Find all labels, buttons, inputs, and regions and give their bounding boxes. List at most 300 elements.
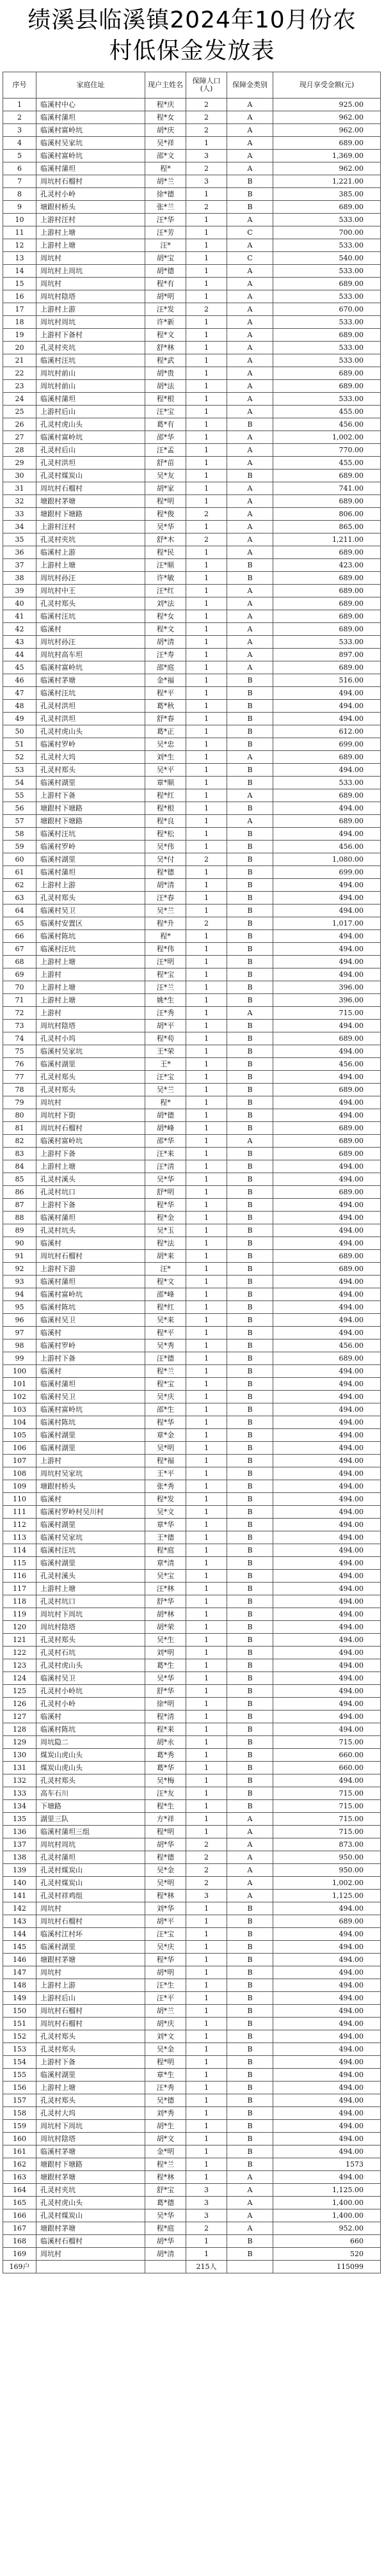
monthly-amount: 533.00: [273, 290, 381, 303]
row-index: 80: [3, 1109, 36, 1122]
row-index: 68: [3, 956, 36, 968]
benefit-category: A: [227, 239, 273, 252]
benefit-category: A: [227, 431, 273, 444]
covered-people: 1: [186, 2145, 227, 2158]
table-row: [3, 1096, 381, 1109]
benefit-category: B: [227, 1288, 273, 1301]
row-index: 22: [3, 367, 36, 380]
benefit-category: B: [227, 1378, 273, 1391]
covered-people: 1: [186, 1544, 227, 1557]
benefit-category: B: [227, 853, 273, 866]
table-row: [3, 1506, 381, 1519]
household-address: 临溪村蒲坦三组: [36, 1826, 145, 1838]
head-of-household: 程*华: [145, 1199, 186, 1212]
head-of-household: 程*平: [145, 1327, 186, 1339]
benefit-category: B: [227, 1160, 273, 1173]
row-index: 123: [3, 1659, 36, 1672]
household-address: 孔灵村虎山头: [36, 418, 145, 431]
table-row: [3, 470, 381, 482]
table-row: [3, 2158, 381, 2171]
monthly-amount: 494.00: [273, 1608, 381, 1621]
covered-people: 1: [186, 943, 227, 956]
monthly-amount: 494.00: [273, 802, 381, 815]
covered-people: 1: [186, 226, 227, 239]
head-of-household: 舒*春: [145, 713, 186, 725]
title-text: 绩溪县临溪镇2024年10月份农村低保金发放表: [28, 7, 356, 64]
row-index: 46: [3, 674, 36, 687]
table-row: [3, 2145, 381, 2158]
household-address: 临溪村吴卫: [36, 1672, 145, 1685]
row-index: 62: [3, 879, 36, 892]
covered-people: 2: [186, 111, 227, 124]
monthly-amount: 494.00: [273, 1429, 381, 1442]
monthly-amount: 494.00: [273, 1173, 381, 1186]
row-index: 7: [3, 175, 36, 188]
household-address: 上游村下游: [36, 1263, 145, 1276]
benefit-category: A: [227, 751, 273, 764]
benefit-category: A: [227, 546, 273, 559]
monthly-amount: 962.00: [273, 162, 381, 175]
household-address: 塘跟村茅塘: [36, 2171, 145, 2184]
row-index: 32: [3, 495, 36, 508]
monthly-amount: 494.00: [273, 687, 381, 700]
household-address: 塘跟村茅塘: [36, 495, 145, 508]
household-address: 孔灵村郑头: [36, 1774, 145, 1787]
row-index: 152: [3, 2030, 36, 2043]
table-row: [3, 905, 381, 917]
table-row: [3, 994, 381, 1007]
head-of-household: 邵*生: [145, 1403, 186, 1416]
household-address: 上游村汪村: [36, 521, 145, 533]
covered-people: 1: [186, 1442, 227, 1455]
row-index: 145: [3, 1941, 36, 1954]
monthly-amount: 1,125.00: [273, 2184, 381, 2197]
table-row: [3, 1365, 381, 1378]
household-address: 临溪村: [36, 1327, 145, 1339]
benefit-category: A: [227, 1877, 273, 1890]
row-index: 94: [3, 1288, 36, 1301]
row-index: 79: [3, 1096, 36, 1109]
head-of-household: 胡*贵: [145, 367, 186, 380]
monthly-amount: 1,221.00: [273, 175, 381, 188]
household-address: 临溪村富岭坑: [36, 150, 145, 162]
row-index: 75: [3, 1045, 36, 1058]
covered-people: 1: [186, 1800, 227, 1813]
benefit-category: B: [227, 674, 273, 687]
benefit-category: B: [227, 2248, 273, 2261]
household-address: 孔灵村郑头: [36, 1071, 145, 1084]
benefit-category: B: [227, 981, 273, 994]
monthly-amount: 494.00: [273, 2145, 381, 2158]
row-index: 133: [3, 1787, 36, 1800]
covered-people: 1: [186, 2082, 227, 2094]
monthly-amount: 689.00: [273, 597, 381, 610]
covered-people: 1: [186, 546, 227, 559]
household-address: 塘跟村茅塘: [36, 2222, 145, 2235]
head-of-household: 程*宝: [145, 1378, 186, 1391]
covered-people: 1: [186, 661, 227, 674]
table-row: [3, 188, 381, 201]
table-row: [3, 661, 381, 674]
benefit-category: A: [227, 2209, 273, 2222]
table-row: [3, 1020, 381, 1032]
row-index: 37: [3, 559, 36, 572]
covered-people: 1: [186, 1096, 227, 1109]
row-index: 33: [3, 508, 36, 521]
row-index: 72: [3, 1007, 36, 1020]
head-of-household: 胡*法: [145, 380, 186, 393]
head-of-household: 金*明: [145, 2145, 186, 2158]
table-row: [3, 1736, 381, 1749]
covered-people: 1: [186, 1071, 227, 1084]
household-address: 临溪村罗岭: [36, 738, 145, 751]
covered-people: 1: [186, 841, 227, 853]
household-address: 上游村: [36, 1007, 145, 1020]
row-index: 161: [3, 2145, 36, 2158]
benefit-category: A: [227, 1135, 273, 1148]
head-of-household: 程*女: [145, 610, 186, 623]
monthly-amount: 715.00: [273, 1826, 381, 1838]
head-of-household: 徐*明: [145, 1698, 186, 1711]
covered-people: 1: [186, 1941, 227, 1954]
covered-people: 2: [186, 162, 227, 175]
benefit-category: A: [227, 150, 273, 162]
row-index: 54: [3, 777, 36, 789]
monthly-amount: 494.00: [273, 1071, 381, 1084]
monthly-amount: 494.00: [273, 1557, 381, 1570]
monthly-amount: 494.00: [273, 764, 381, 777]
covered-people: 2: [186, 1851, 227, 1864]
covered-people: 1: [186, 1199, 227, 1212]
monthly-amount: 689.00: [273, 1122, 381, 1135]
row-index: 100: [3, 1365, 36, 1378]
table-row: [3, 278, 381, 290]
household-address: 孔灵村郑头: [36, 2094, 145, 2107]
monthly-amount: 689.00: [273, 329, 381, 342]
benefit-category: B: [227, 2133, 273, 2145]
household-address: 临溪村吴家坑: [36, 137, 145, 150]
row-index: 118: [3, 1595, 36, 1608]
benefit-category: B: [227, 1608, 273, 1621]
benefit-category: B: [227, 1314, 273, 1327]
row-index: 6: [3, 162, 36, 175]
monthly-amount: 494.00: [273, 2069, 381, 2082]
head-of-household: 程*升: [145, 917, 186, 930]
covered-people: 1: [186, 1813, 227, 1826]
covered-people: 1: [186, 1173, 227, 1186]
monthly-amount: 516.00: [273, 674, 381, 687]
covered-people: 1: [186, 1403, 227, 1416]
covered-people: 1: [186, 418, 227, 431]
monthly-amount: 494.00: [273, 968, 381, 981]
benefit-category: A: [227, 393, 273, 406]
row-index: 64: [3, 905, 36, 917]
table-row: [3, 1659, 381, 1672]
household-address: 临溪村: [36, 1365, 145, 1378]
covered-people: 1: [186, 956, 227, 968]
household-address: 临溪村陈坑: [36, 1416, 145, 1429]
head-of-household: 程*法: [145, 1237, 186, 1250]
monthly-amount: 494.00: [273, 2133, 381, 2145]
head-of-household: 程*庆: [145, 99, 186, 111]
household-address: 临溪村湖里: [36, 1557, 145, 1570]
table-row: [3, 1902, 381, 1915]
head-of-household: 程*: [145, 162, 186, 175]
monthly-amount: 962.00: [273, 124, 381, 137]
covered-people: 1: [186, 700, 227, 713]
monthly-amount: 494.00: [273, 1391, 381, 1403]
table-row: [3, 1723, 381, 1736]
head-of-household: 吴*兰: [145, 905, 186, 917]
head-of-household: 吴*玉: [145, 1224, 186, 1237]
table-row: [3, 1787, 381, 1800]
monthly-amount: 494.00: [273, 1685, 381, 1698]
monthly-amount: 494.00: [273, 2005, 381, 2018]
table-row: [3, 1698, 381, 1711]
row-index: 9: [3, 201, 36, 214]
head-of-household: 程*德: [145, 1851, 186, 1864]
table-row: [3, 482, 381, 495]
head-of-household: 吴*生: [145, 1634, 186, 1647]
household-address: 临溪村中心: [36, 99, 145, 111]
benefit-category: B: [227, 2235, 273, 2248]
household-address: 孔灵村夹坑: [36, 533, 145, 546]
row-index: 53: [3, 764, 36, 777]
table-row: [3, 214, 381, 226]
benefit-category: B: [227, 572, 273, 585]
covered-people: 1: [186, 1647, 227, 1659]
monthly-amount: 689.00: [273, 470, 381, 482]
table-row: [3, 1826, 381, 1838]
head-of-household: 汪*来: [145, 1148, 186, 1160]
table-row: [3, 380, 381, 393]
benefit-category: A: [227, 290, 273, 303]
subsidy-table: [3, 72, 381, 2273]
table-row: [3, 1557, 381, 1570]
table-row: [3, 1467, 381, 1480]
household-address: 周坑村高车坦: [36, 649, 145, 661]
row-index: 158: [3, 2107, 36, 2120]
monthly-amount: 689.00: [273, 137, 381, 150]
head-of-household: 许*敏: [145, 572, 186, 585]
table-row: [3, 2094, 381, 2107]
head-of-household: 程*: [145, 930, 186, 943]
table-row: [3, 636, 381, 649]
covered-people: 1: [186, 1135, 227, 1148]
row-index: 2: [3, 111, 36, 124]
benefit-category: B: [227, 1966, 273, 1979]
head-of-household: 胡*兰: [145, 2005, 186, 2018]
head-of-household: 程*红: [145, 1301, 186, 1314]
head-of-household: 吴*祥: [145, 137, 186, 150]
covered-people: 1: [186, 1339, 227, 1352]
household-address: 临溪村湖里: [36, 1519, 145, 1531]
household-address: 周坑村上周坑: [36, 265, 145, 278]
benefit-category: A: [227, 1838, 273, 1851]
table-row: [3, 367, 381, 380]
covered-people: 1: [186, 905, 227, 917]
head-of-household: 葛*正: [145, 725, 186, 738]
row-index: 56: [3, 802, 36, 815]
head-of-household: 汪*明: [145, 956, 186, 968]
head-of-household: 吴*庆: [145, 1391, 186, 1403]
monthly-amount: 494.00: [273, 2056, 381, 2069]
benefit-category: A: [227, 1813, 273, 1826]
monthly-amount: 494.00: [273, 2107, 381, 2120]
household-address: 周坑村周坑: [36, 316, 145, 329]
benefit-category: A: [227, 636, 273, 649]
household-address: 孔灵村小岭: [36, 188, 145, 201]
household-address: 临溪村陈坑: [36, 1723, 145, 1736]
head-of-household: 汪*寿: [145, 649, 186, 661]
benefit-category: B: [227, 1519, 273, 1531]
covered-people: 1: [186, 1378, 227, 1391]
monthly-amount: 494.00: [273, 1774, 381, 1787]
monthly-amount: 494.00: [273, 1378, 381, 1391]
monthly-amount: 689.00: [273, 585, 381, 597]
table-row: [3, 713, 381, 725]
covered-people: 2: [186, 1877, 227, 1890]
head-of-household: 胡*明: [145, 1966, 186, 1979]
benefit-category: B: [227, 1595, 273, 1608]
head-of-household: 舒*华: [145, 1595, 186, 1608]
total-people: 215人: [186, 2261, 227, 2273]
covered-people: 1: [186, 1084, 227, 1096]
row-index: 116: [3, 1570, 36, 1583]
household-address: 孔灵村大坞: [36, 751, 145, 764]
benefit-category: A: [227, 508, 273, 521]
head-of-household: 汪*清: [145, 1160, 186, 1173]
table-row: [3, 1877, 381, 1890]
covered-people: 2: [186, 1864, 227, 1877]
table-row: [3, 1762, 381, 1774]
head-of-household: 程*金: [145, 1212, 186, 1224]
monthly-amount: 494.00: [273, 2018, 381, 2030]
monthly-amount: 1,080.00: [273, 853, 381, 866]
monthly-amount: 533.00: [273, 239, 381, 252]
household-address: 上游村上塘: [36, 559, 145, 572]
benefit-category: A: [227, 162, 273, 175]
household-address: 临溪村湖里: [36, 1058, 145, 1071]
table-row: [3, 1941, 381, 1954]
benefit-category: B: [227, 1902, 273, 1915]
row-index: 74: [3, 1032, 36, 1045]
row-index: 86: [3, 1186, 36, 1199]
covered-people: 1: [186, 892, 227, 905]
table-row: [3, 431, 381, 444]
table-row: [3, 1774, 381, 1787]
head-of-household: 胡*林: [145, 1608, 186, 1621]
covered-people: 1: [186, 930, 227, 943]
benefit-category: B: [227, 1992, 273, 2005]
household-address: 孔灵村溪头: [36, 1173, 145, 1186]
row-index: 23: [3, 380, 36, 393]
table-row: [3, 1339, 381, 1352]
row-index: 15: [3, 278, 36, 290]
covered-people: 2: [186, 201, 227, 214]
benefit-category: B: [227, 1237, 273, 1250]
household-address: 临溪村江村坏: [36, 1928, 145, 1941]
row-index: 25: [3, 406, 36, 418]
row-index: 110: [3, 1493, 36, 1506]
row-index: 26: [3, 418, 36, 431]
table-row: [3, 1570, 381, 1583]
table-row: [3, 1135, 381, 1148]
benefit-category: A: [227, 1864, 273, 1877]
row-index: 17: [3, 303, 36, 316]
covered-people: 1: [186, 1902, 227, 1915]
head-of-household: 章*生: [145, 2069, 186, 2082]
household-address: 周坑村下街: [36, 1109, 145, 1122]
covered-people: 1: [186, 1416, 227, 1429]
table-row: [3, 828, 381, 841]
benefit-category: A: [227, 1851, 273, 1864]
household-address: 孔灵村虎山头: [36, 1659, 145, 1672]
monthly-amount: 494.00: [273, 1928, 381, 1941]
row-index: 146: [3, 1954, 36, 1966]
monthly-amount: 1,125.00: [273, 1890, 381, 1902]
benefit-category: A: [227, 265, 273, 278]
household-address: 周坑村石榴村: [36, 175, 145, 188]
monthly-amount: 494.00: [273, 1544, 381, 1557]
covered-people: 1: [186, 879, 227, 892]
table-row: [3, 1608, 381, 1621]
benefit-category: B: [227, 1455, 273, 1467]
row-index: 39: [3, 585, 36, 597]
household-address: 周坑村前山: [36, 367, 145, 380]
table-row: [3, 150, 381, 162]
covered-people: 1: [186, 1749, 227, 1762]
table-row: [3, 841, 381, 853]
head-of-household: 吴*金: [145, 2043, 186, 2056]
monthly-amount: 494.00: [273, 713, 381, 725]
benefit-category: B: [227, 841, 273, 853]
benefit-category: B: [227, 700, 273, 713]
household-address: 临溪村湖里: [36, 2069, 145, 2082]
table-row: [3, 1084, 381, 1096]
benefit-category: A: [227, 111, 273, 124]
row-index: 166: [3, 2209, 36, 2222]
covered-people: 1: [186, 1276, 227, 1288]
table-row: [3, 2069, 381, 2082]
covered-people: 1: [186, 2107, 227, 2120]
covered-people: 1: [186, 968, 227, 981]
benefit-category: A: [227, 2197, 273, 2209]
benefit-category: B: [227, 943, 273, 956]
row-index: 28: [3, 444, 36, 457]
monthly-amount: 494.00: [273, 2094, 381, 2107]
table-row: [3, 444, 381, 457]
benefit-category: A: [227, 2222, 273, 2235]
monthly-amount: 806.00: [273, 508, 381, 521]
table-row: [3, 508, 381, 521]
household-address: 孔灵村后山: [36, 444, 145, 457]
covered-people: 1: [186, 521, 227, 533]
head-of-household: 章*金: [145, 1429, 186, 1442]
head-of-household: 程*林: [145, 1890, 186, 1902]
monthly-amount: 612.00: [273, 725, 381, 738]
benefit-category: B: [227, 879, 273, 892]
benefit-category: B: [227, 1749, 273, 1762]
row-index: 135: [3, 1813, 36, 1826]
head-of-household: 舒*宝: [145, 2184, 186, 2197]
monthly-amount: 494.00: [273, 1979, 381, 1992]
monthly-amount: 689.00: [273, 661, 381, 674]
row-index: 71: [3, 994, 36, 1007]
head-of-household: 吴*华: [145, 2209, 186, 2222]
total-cell: [227, 2261, 273, 2273]
covered-people: 1: [186, 1711, 227, 1723]
